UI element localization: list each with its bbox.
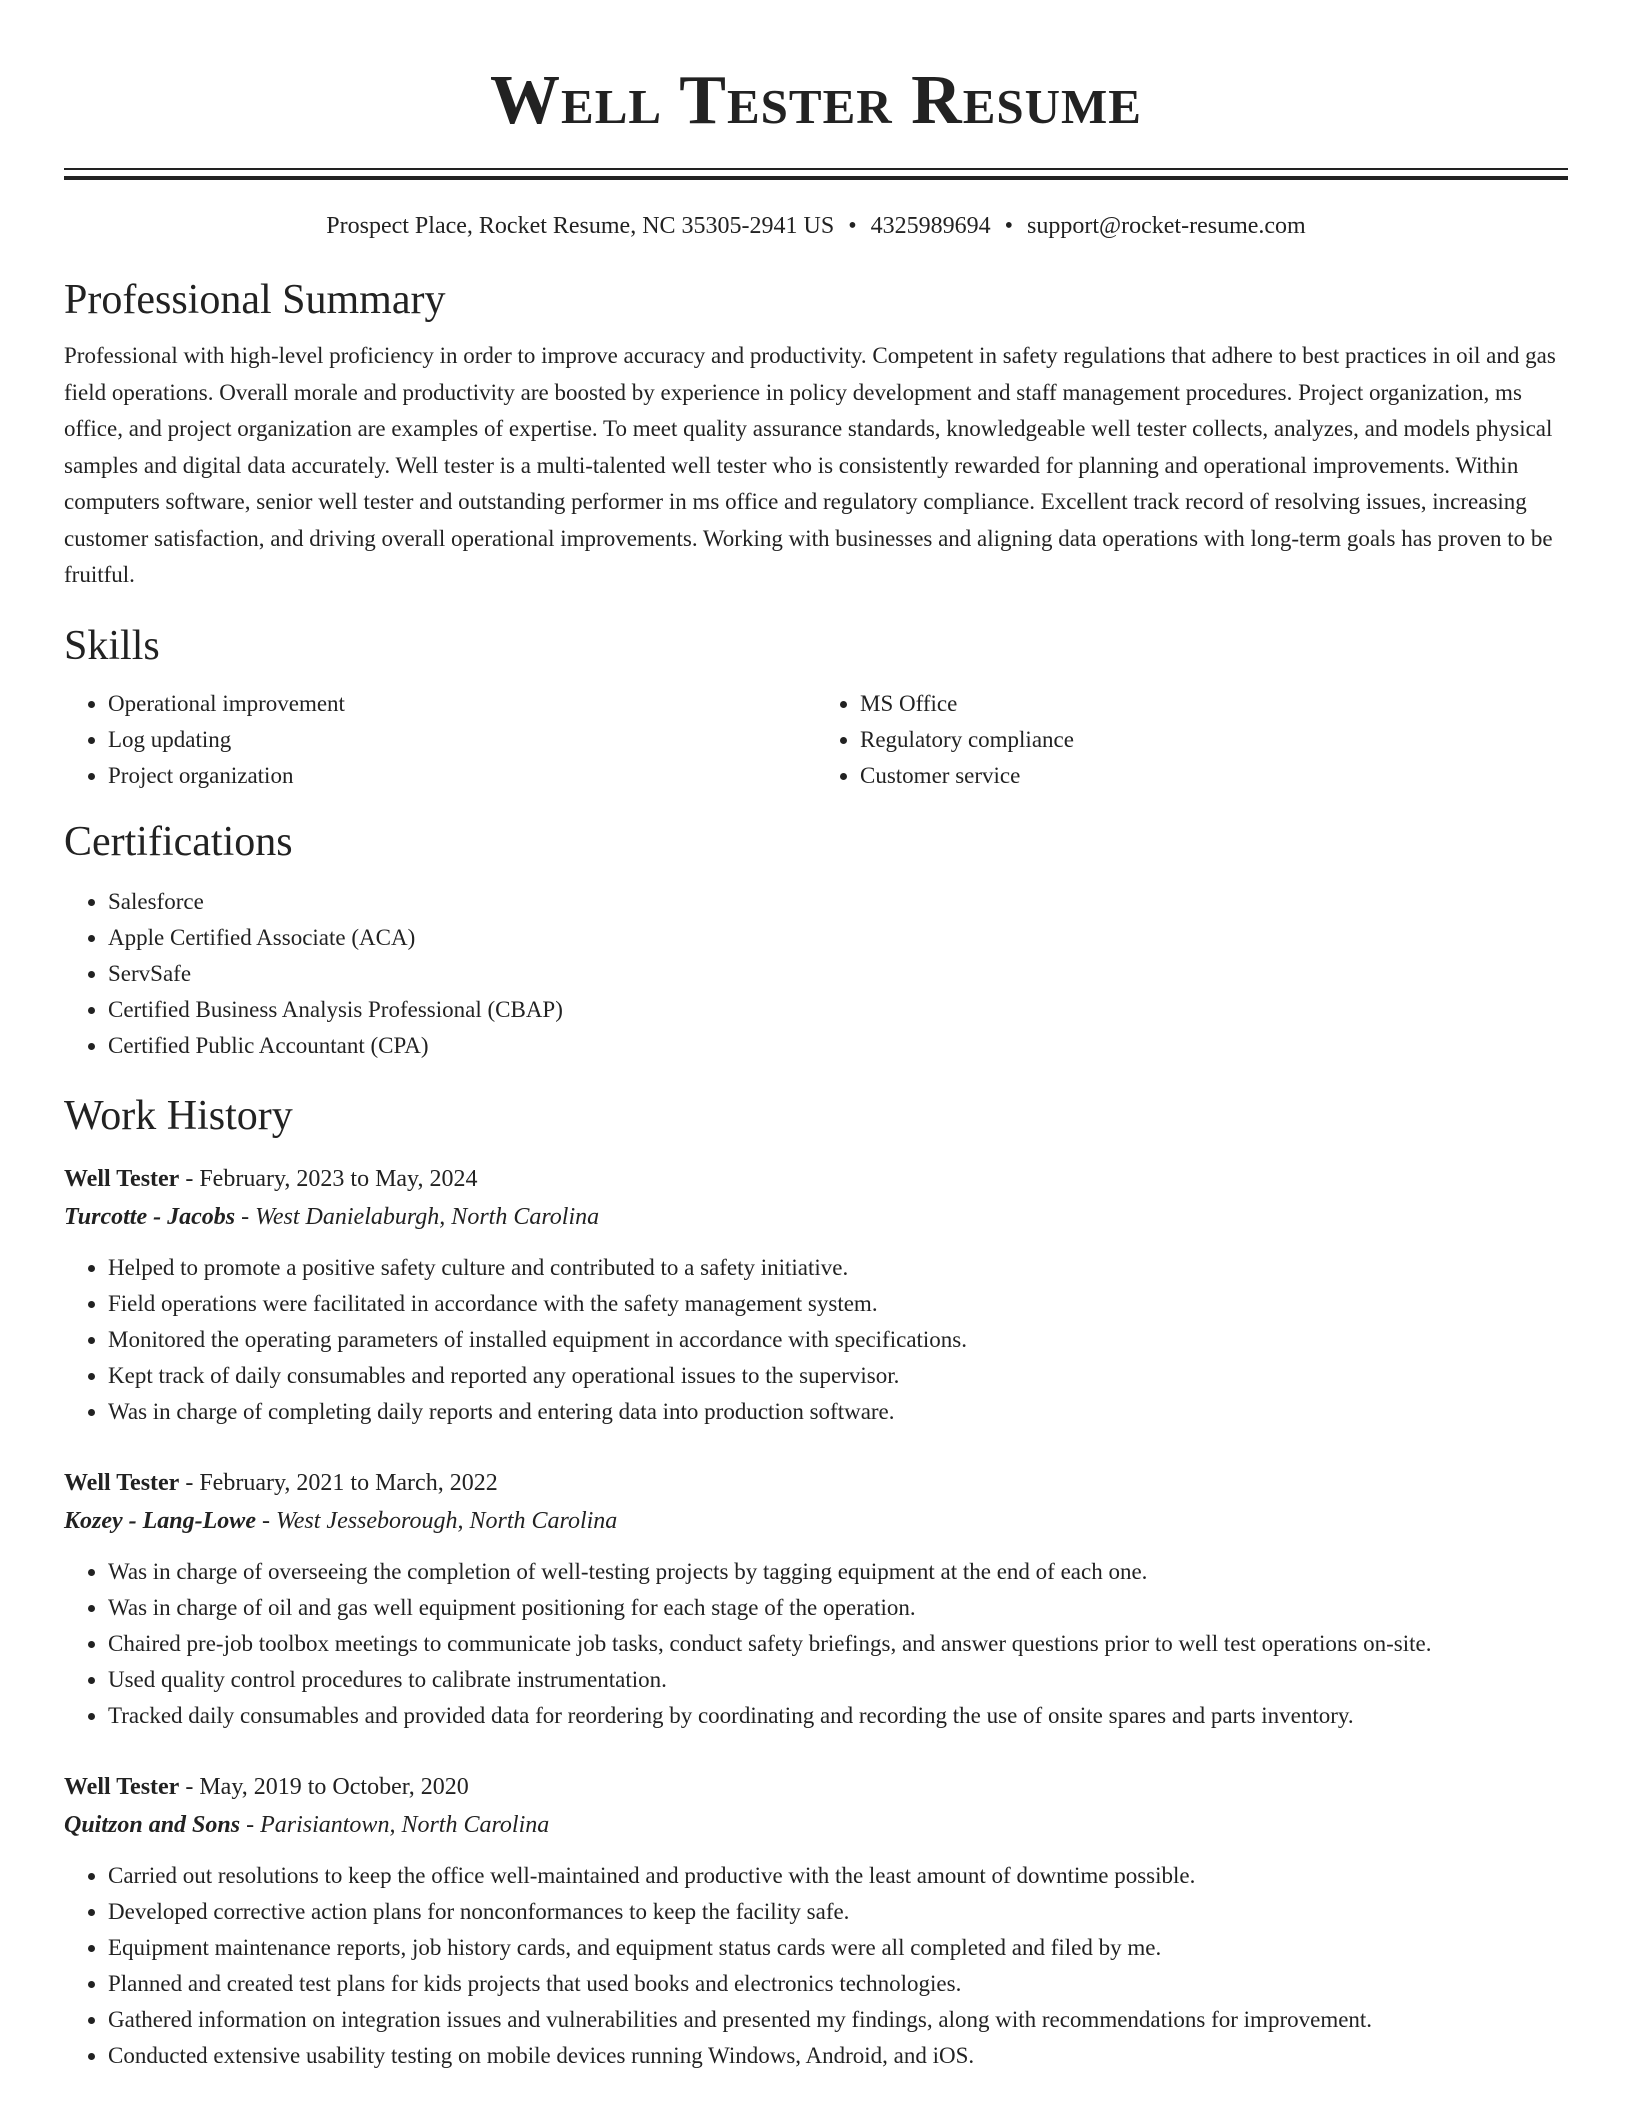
- contact-line: [64, 210, 1568, 242]
- skills-column-left: [64, 686, 816, 794]
- job-company-line: [64, 1806, 1568, 1844]
- job-dates: - February, 2023 to May, 2024: [179, 1165, 478, 1192]
- job-title-line: [64, 1160, 1568, 1198]
- summary-text: Professional with high-level proficiency in order to improve accuracy and productivity. Competent in safety regulations that adhere to best practices in oil and gas field operations. Overall morale and productivity are boosted by experience in policy development and staff management procedures. Project organization, ms office, and project organization are examples of expertise. To meet quality assurance standards, knowledgeable well tester collects, analyzes, and models physical samples and digital data accurately. Well tester is a multi-talented well tester who is consistently rewarded for planning and operational improvements. Within computers software, senior well tester and outstanding performer in ms office and regulatory compliance. Excellent track record of resolving issues, increasing customer satisfaction, and driving overall operational improvements. Working with businesses and aligning data operations with long-term goals has proven to be fruitful.: [64, 343, 1556, 587]
- job-bullet: • Monitored the operating parameters of installed equipment in accordance with specifications.: [108, 1322, 1568, 1358]
- skill-item: • Log updating: [108, 722, 816, 758]
- job-role: Well Tester: [64, 1469, 180, 1496]
- contact-address: Prospect Place, Rocket Resume, NC 35305-2941 US: [326, 213, 835, 239]
- skill-item: • Regulatory compliance: [860, 722, 1568, 758]
- job-company: Turcotte - Jacobs: [64, 1203, 236, 1230]
- job-bullet: • Gathered information on integration issues and vulnerabilities and presented my findings, along with recommendations for improvement.: [108, 2002, 1568, 2038]
- job-bullet: • Tracked daily consumables and provided data for reordering by coordinating and recording the use of onsite spares and parts inventory.: [108, 1698, 1568, 1734]
- contact-separator: •: [848, 213, 857, 239]
- job-location: - West Jesseborough, North Carolina: [255, 1507, 618, 1534]
- skills-column-right: [816, 686, 1568, 794]
- job-dates: - February, 2021 to March, 2022: [179, 1469, 498, 1496]
- resume-page: [64, 0, 1568, 2074]
- job-bullet: • Used quality control procedures to calibrate instrumentation.: [108, 1662, 1568, 1698]
- job-bullets: [64, 1250, 1568, 1430]
- certification-item: • Apple Certified Associate (ACA): [108, 920, 1568, 956]
- contact-phone: 4325989694: [870, 213, 991, 239]
- job-bullet: • Was in charge of overseeing the completion of well-testing projects by tagging equipment at the end of each one.: [108, 1554, 1568, 1590]
- job-entry: [64, 1768, 1568, 2074]
- work-history-heading: Work History: [64, 1092, 293, 1139]
- skill-item: • Operational improvement: [108, 686, 816, 722]
- job-bullet: • Was in charge of completing daily reports and entering data into production software.: [108, 1394, 1568, 1430]
- certification-item: • Salesforce: [108, 884, 1568, 920]
- contact-email[interactable]: support@rocket-resume.com: [1027, 213, 1306, 239]
- skill-item: • MS Office: [860, 686, 1568, 722]
- job-bullet: • Helped to promote a positive safety culture and contributed to a safety initiative.: [108, 1250, 1568, 1286]
- job-location: - West Danielaburgh, North Carolina: [235, 1203, 600, 1230]
- job-bullet: • Field operations were facilitated in accordance with the safety management system.: [108, 1286, 1568, 1322]
- job-company: Kozey - Lang-Lowe: [64, 1507, 256, 1534]
- contact-separator: •: [1004, 213, 1014, 239]
- page-title: Well Tester Resume: [490, 62, 1142, 139]
- skill-item: • Project organization: [108, 758, 816, 794]
- summary-heading: Professional Summary: [64, 277, 446, 323]
- job-company: Quitzon and Sons: [64, 1811, 241, 1838]
- job-bullet: • Conducted extensive usability testing on mobile devices running Windows, Android, and iOS.: [108, 2038, 1568, 2074]
- job-bullet: • Kept track of daily consumables and reported any operational issues to the supervisor.: [108, 1358, 1568, 1394]
- job-bullet: • Was in charge of oil and gas well equipment positioning for each stage of the operation.: [108, 1590, 1568, 1626]
- job-location: - Parisiantown, North Carolina: [240, 1811, 550, 1838]
- job-bullet: • Planned and created test plans for kids projects that used books and electronics technologies.: [108, 1966, 1568, 2002]
- job-entry: [64, 1464, 1568, 1734]
- job-role: Well Tester: [64, 1165, 180, 1192]
- job-company-line: [64, 1502, 1568, 1540]
- job-bullet: • Developed corrective action plans for nonconformances to keep the facility safe.: [108, 1894, 1568, 1930]
- skills-heading: Skills: [64, 622, 160, 669]
- skill-item: • Customer service: [860, 758, 1568, 794]
- job-role: Well Tester: [64, 1773, 180, 1800]
- certifications-list: [64, 884, 1568, 1064]
- job-title-line: [64, 1464, 1568, 1502]
- job-title-line: [64, 1768, 1568, 1806]
- job-bullet: • Chaired pre-job toolbox meetings to communicate job tasks, conduct safety briefings, and answer questions prior to well test operations on-site.: [108, 1626, 1568, 1662]
- title-divider: [64, 168, 1568, 180]
- job-bullets: [64, 1858, 1568, 2074]
- job-bullet: • Equipment maintenance reports, job history cards, and equipment status cards were all completed and filed by me.: [108, 1930, 1568, 1966]
- skills-list: [64, 686, 1568, 794]
- certification-item: • Certified Business Analysis Professional (CBAP): [108, 992, 1568, 1028]
- certification-item: • ServSafe: [108, 956, 1568, 992]
- job-company-line: [64, 1198, 1568, 1236]
- job-dates: - May, 2019 to October, 2020: [179, 1773, 469, 1800]
- job-entry: [64, 1160, 1568, 1430]
- job-bullets: [64, 1554, 1568, 1734]
- certifications-heading: Certifications: [64, 818, 293, 865]
- certification-item: • Certified Public Accountant (CPA): [108, 1028, 1568, 1064]
- job-bullet: • Carried out resolutions to keep the office well-maintained and productive with the least amount of downtime possible.: [108, 1858, 1568, 1894]
